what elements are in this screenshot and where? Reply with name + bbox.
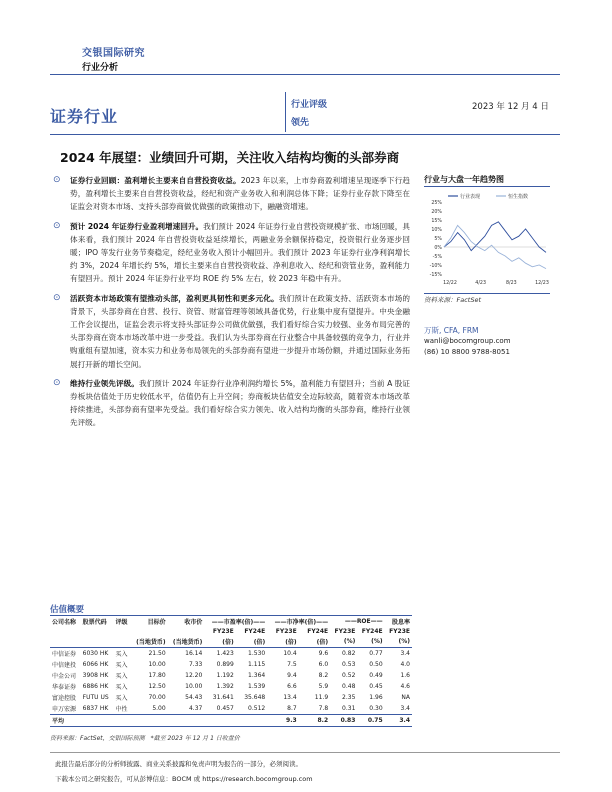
table-cell: 买入 bbox=[115, 651, 128, 658]
bullet-text: 我们预计在政策支持、活跃资本市场的背景下，头部券商在自营、投行、资管、财富管理等领域具备优势，行业集中度有望提升。中央金融工作会议提出，证监会表示将支持头部证券公司做优做强，我们看好综合实力较强、业务布局完善的头部券商在资本市场改革中进一步受益。我们认为头部券商在行业整合中具备较强的竞争力，行业并购重组有望加速，资本实力和业务布局领先的头部券商有望进一步提升市场份额，并通过国际业务拓展打开新的增长空间。 bbox=[70, 293, 410, 369]
table-cell: 6030 HK bbox=[82, 650, 109, 657]
table-cell: 0.52 bbox=[342, 672, 356, 679]
col-header: 目标价 bbox=[131, 616, 168, 628]
footer-disclaimer: 此报告最后部分的分析师披露、商业关系披露和免责声明为报告的一部分，必须阅读。 bbox=[55, 760, 302, 768]
table-cell: 9.3 bbox=[267, 715, 298, 727]
bullet-text: 我们预计 2024 年证券行业自营投资规模扩张、市场回暖，具体来看，我们预计 2024 年自营投资收益延续增长，两融业务余额保持稳定，投资银行业务逐步回暖；IPO 等发行业务节奏稳定，经纪业务收入预计小幅回升。我们预计 2023 年证券行业净利润增长约 3%，2024 年增长约 5%，增长主要来自自营投资收益、净利息收入、经纪和资管业务，盈利能力有望回升。预计 2024 年证券行业平均 ROE 约 5% 左右，较 2023 年稳中有升。 bbox=[70, 221, 411, 284]
table-cell: 5.00 bbox=[152, 705, 166, 712]
industry-title: 证券行业 bbox=[50, 107, 119, 126]
table-cell: 12.20 bbox=[185, 672, 203, 679]
badge-rating: 行业评级 bbox=[291, 100, 328, 110]
unit-cell: (当地货币) bbox=[168, 636, 205, 648]
y-tick-label: 15% bbox=[431, 218, 442, 224]
table-cell: 0.457 bbox=[216, 705, 234, 712]
group-header: ——市盈率(倍)—— bbox=[204, 616, 267, 628]
table-cell: 9.6 bbox=[318, 650, 329, 657]
bullet-item bbox=[50, 292, 410, 371]
bullet-icon: ⊙ bbox=[53, 292, 61, 303]
table-cell: 31.641 bbox=[212, 694, 234, 701]
table-cell: 16.14 bbox=[185, 650, 203, 657]
table-cell: 0.75 bbox=[357, 715, 384, 727]
table-cell: 21.50 bbox=[148, 650, 166, 657]
table-cell: 富途控股 bbox=[52, 695, 77, 702]
table-cell: 3.4 bbox=[400, 650, 410, 657]
table-cell: 1.96 bbox=[369, 694, 383, 701]
unit-cell: (%) bbox=[357, 636, 384, 648]
table-cell: 3.4 bbox=[385, 715, 412, 727]
bullet-item bbox=[50, 174, 410, 214]
footer-divider bbox=[50, 752, 560, 753]
col-header: FY23E bbox=[212, 628, 234, 635]
col-header: FY24E bbox=[361, 628, 383, 635]
table-cell: 0.49 bbox=[369, 672, 383, 679]
table-cell: 买入 bbox=[115, 662, 128, 669]
unit-cell: (倍) bbox=[236, 636, 267, 648]
analyst-phone: (86) 10 8800 9788-8051 bbox=[424, 348, 510, 356]
table-cell: 10.4 bbox=[283, 650, 297, 657]
table-cell: 0.83 bbox=[330, 715, 357, 727]
table-cell: 1.530 bbox=[248, 650, 266, 657]
table-cell: 7.33 bbox=[188, 661, 203, 668]
series-line-industry bbox=[444, 222, 546, 253]
group-header: 股息率 bbox=[385, 616, 412, 628]
bullet-icon: ⊙ bbox=[53, 220, 61, 231]
x-tick-label: 4/23 bbox=[475, 281, 487, 286]
table-cell: 8.2 bbox=[318, 672, 329, 679]
bullet-lead: 预计 2024 年证券行业盈利增速回升。 bbox=[70, 221, 204, 231]
table-cell: 买入 bbox=[115, 695, 128, 702]
legend-label: 行业表现 bbox=[460, 194, 481, 200]
valuation-table bbox=[50, 615, 412, 727]
table-cell: 1.539 bbox=[248, 683, 266, 690]
table-row bbox=[50, 659, 412, 670]
table-cell: 6.0 bbox=[318, 661, 329, 668]
table-cell: 0.512 bbox=[248, 705, 266, 712]
table-cell: 0.45 bbox=[369, 683, 383, 690]
table-cell bbox=[236, 715, 267, 727]
table-cell: 申万宏源 bbox=[52, 706, 77, 713]
col-header: 公司名称 bbox=[50, 616, 81, 628]
key-points bbox=[50, 174, 410, 436]
table-cell: 华泰证券 bbox=[52, 684, 77, 691]
y-tick-label: 20% bbox=[431, 209, 442, 215]
badge-view: 领先 bbox=[291, 118, 310, 128]
group-header: ——市净率(倍)—— bbox=[267, 616, 330, 628]
table-cell: 10.00 bbox=[185, 683, 203, 690]
table-cell: 35.648 bbox=[244, 694, 266, 701]
x-tick-label: 12/22 bbox=[443, 281, 457, 286]
table-row bbox=[50, 648, 412, 660]
table-cell: 0.82 bbox=[342, 650, 356, 657]
table-cell: 7.5 bbox=[287, 661, 297, 668]
table-cell: 中性 bbox=[115, 706, 128, 713]
table-cell: 1.392 bbox=[216, 683, 234, 690]
table-cell: 买入 bbox=[115, 673, 128, 680]
table-cell: FUTU US bbox=[82, 694, 109, 701]
table-cell: 4.0 bbox=[400, 661, 410, 668]
analyst-email[interactable]: wanli@bocomgroup.com bbox=[424, 337, 511, 345]
bullet-lead: 证券行业回顾：盈利增长主要来自自营投资收益。 bbox=[70, 176, 241, 185]
table-cell: 4.37 bbox=[188, 705, 203, 712]
col-header: 评级 bbox=[114, 616, 132, 628]
unit-cell bbox=[114, 636, 132, 648]
col-header: FY24E bbox=[307, 628, 329, 635]
col-header: FY23E bbox=[334, 628, 356, 635]
table-cell: 0.899 bbox=[216, 661, 234, 668]
y-tick-label: -15% bbox=[429, 272, 442, 278]
table-cell: 1.192 bbox=[216, 672, 234, 679]
table-cell: 5.9 bbox=[318, 683, 329, 690]
table-cell: 0.31 bbox=[342, 705, 356, 712]
table-cell: 6886 HK bbox=[82, 683, 109, 690]
header-divider bbox=[50, 74, 560, 75]
table-cell: 2.35 bbox=[342, 694, 356, 701]
unit-cell: (倍) bbox=[299, 636, 330, 648]
headline: 2024 年展望：业绩回升可期，关注收入结构均衡的头部券商 bbox=[60, 150, 400, 165]
table-cell: 10.00 bbox=[148, 661, 166, 668]
y-tick-label: 10% bbox=[431, 227, 442, 233]
average-row bbox=[50, 715, 412, 727]
bullet-text: 2023 年以来，上市券商盈利增速呈现逐季下行趋势，盈利增长主要来自自营投资收益，经纪和资产业务收入和利润总体下降；证券行业存款下降至在证监会对资本市场、支持头部券商做优做强的政策推动下，融融资增速。 bbox=[70, 176, 410, 212]
table-cell: 平均 bbox=[50, 715, 81, 727]
table-cell: 12.50 bbox=[148, 683, 166, 690]
unit-cell: (倍) bbox=[267, 636, 298, 648]
chart-bottom-divider bbox=[424, 293, 550, 294]
table-cell bbox=[131, 715, 168, 727]
y-tick-label: 5% bbox=[434, 236, 442, 242]
bullet-text: 我们预计 2024 年证券行业净利润约增长 5%，盈利能力有望回升；当前 A 股证券板块估值处于历史较低水平，估值仍有上升空间；券商板块估值安全边际较高，随着资本市场改革持续推进，头部券商有望率先受益。我们看好综合实力领先、收入结构均衡的头部券商，维持行业领先评级。 bbox=[70, 378, 411, 428]
table-cell bbox=[114, 715, 132, 727]
col-header: 股票代码 bbox=[81, 616, 114, 628]
bullet-lead: 维持行业领先评级。 bbox=[70, 378, 139, 388]
col-header: 收市价 bbox=[168, 616, 205, 628]
table-cell: 0.30 bbox=[369, 705, 383, 712]
footer-download: 下载本公司之研究报告，可从彭博信息：BOCM 或 https://research.bocomgroup.com bbox=[55, 775, 313, 783]
badge-divider bbox=[285, 92, 286, 132]
table-cell: 6.6 bbox=[287, 683, 297, 690]
report-date: 2023 年 12 月 4 日 bbox=[472, 102, 549, 112]
y-tick-label: 25% bbox=[431, 200, 442, 206]
group-header: ——ROE—— bbox=[330, 616, 385, 628]
unit-cell: (倍) bbox=[204, 636, 235, 648]
table-cell: 0.77 bbox=[369, 650, 383, 657]
table-cell: 1.423 bbox=[216, 650, 234, 657]
table-cell bbox=[168, 715, 205, 727]
col-header: FY23E bbox=[275, 628, 297, 635]
table-cell: 54.43 bbox=[185, 694, 203, 701]
table-cell: 7.8 bbox=[318, 705, 329, 712]
trend-chart bbox=[424, 190, 550, 292]
table-cell: 13.4 bbox=[283, 694, 297, 701]
x-tick-label: 12/23 bbox=[535, 281, 549, 286]
table-row bbox=[50, 670, 412, 681]
x-tick-label: 8/23 bbox=[505, 281, 517, 286]
table-cell: 1.364 bbox=[248, 672, 266, 679]
col-header: FY23E bbox=[389, 628, 410, 635]
table-row bbox=[50, 692, 412, 703]
table-cell: 中金公司 bbox=[52, 673, 77, 680]
table-cell: 9.4 bbox=[287, 672, 297, 679]
bullet-lead: 活跃资本市场政策有望推动头部，盈利更具韧性和更多元化。 bbox=[70, 293, 279, 303]
brand-logo: 交银国际研究 bbox=[82, 48, 145, 59]
table-cell: 3908 HK bbox=[82, 672, 109, 679]
table-cell: 6837 HK bbox=[82, 705, 109, 712]
unit-cell: (%) bbox=[330, 636, 357, 648]
analyst-name: 万斯, CFA, FRM bbox=[424, 326, 479, 335]
unit-cell bbox=[50, 636, 81, 648]
table-cell: 8.2 bbox=[299, 715, 330, 727]
report-type: 行业分析 bbox=[82, 63, 119, 73]
unit-cell: (当地货币) bbox=[131, 636, 168, 648]
table-cell: 4.6 bbox=[400, 683, 410, 690]
table-cell: 中信证券 bbox=[52, 651, 77, 658]
bullet-icon: ⊙ bbox=[53, 175, 61, 185]
table-cell: 0.50 bbox=[369, 661, 383, 668]
table-cell: 3.4 bbox=[400, 705, 410, 712]
legend-label: 恒生指数 bbox=[508, 194, 529, 200]
table-cell: 1.115 bbox=[248, 661, 266, 668]
title-divider bbox=[50, 134, 560, 135]
chart-source: 资料来源：FactSet bbox=[424, 296, 482, 304]
table-cell: 8.7 bbox=[287, 705, 297, 712]
table-cell: 中信建投 bbox=[52, 662, 77, 669]
table-cell: 17.80 bbox=[148, 672, 166, 679]
table-cell: NA bbox=[401, 694, 410, 701]
table-cell: 70.00 bbox=[148, 694, 166, 701]
table-row bbox=[50, 681, 412, 692]
table-cell bbox=[81, 715, 114, 727]
bullet-icon: ⊙ bbox=[53, 377, 61, 388]
table-cell: 6066 HK bbox=[82, 661, 109, 668]
table-cell: 11.9 bbox=[314, 694, 329, 701]
table-cell bbox=[204, 715, 235, 727]
table-cell: 0.48 bbox=[342, 683, 356, 690]
y-tick-label: -5% bbox=[432, 254, 442, 260]
table-row bbox=[50, 703, 412, 715]
col-header: FY24E bbox=[244, 628, 266, 635]
bullet-item bbox=[50, 220, 410, 286]
unit-cell bbox=[81, 636, 114, 648]
table-cell: 买入 bbox=[115, 684, 128, 691]
valuation-source: 资料来源：FactSet，交银国际预测 *截至 2023 年 12 月 1 日收盘价 bbox=[50, 735, 240, 742]
table-cell: 1.6 bbox=[400, 672, 410, 679]
chart-title: 行业与大盘一年趋势图 bbox=[424, 175, 504, 184]
table-cell: 0.53 bbox=[342, 661, 356, 668]
valuation-title: 估值概要 bbox=[50, 605, 85, 615]
y-tick-label: 0% bbox=[434, 245, 442, 251]
unit-cell: (%) bbox=[385, 636, 412, 648]
bullet-item bbox=[50, 377, 410, 430]
chart-divider bbox=[424, 186, 550, 187]
y-tick-label: -10% bbox=[429, 263, 442, 269]
